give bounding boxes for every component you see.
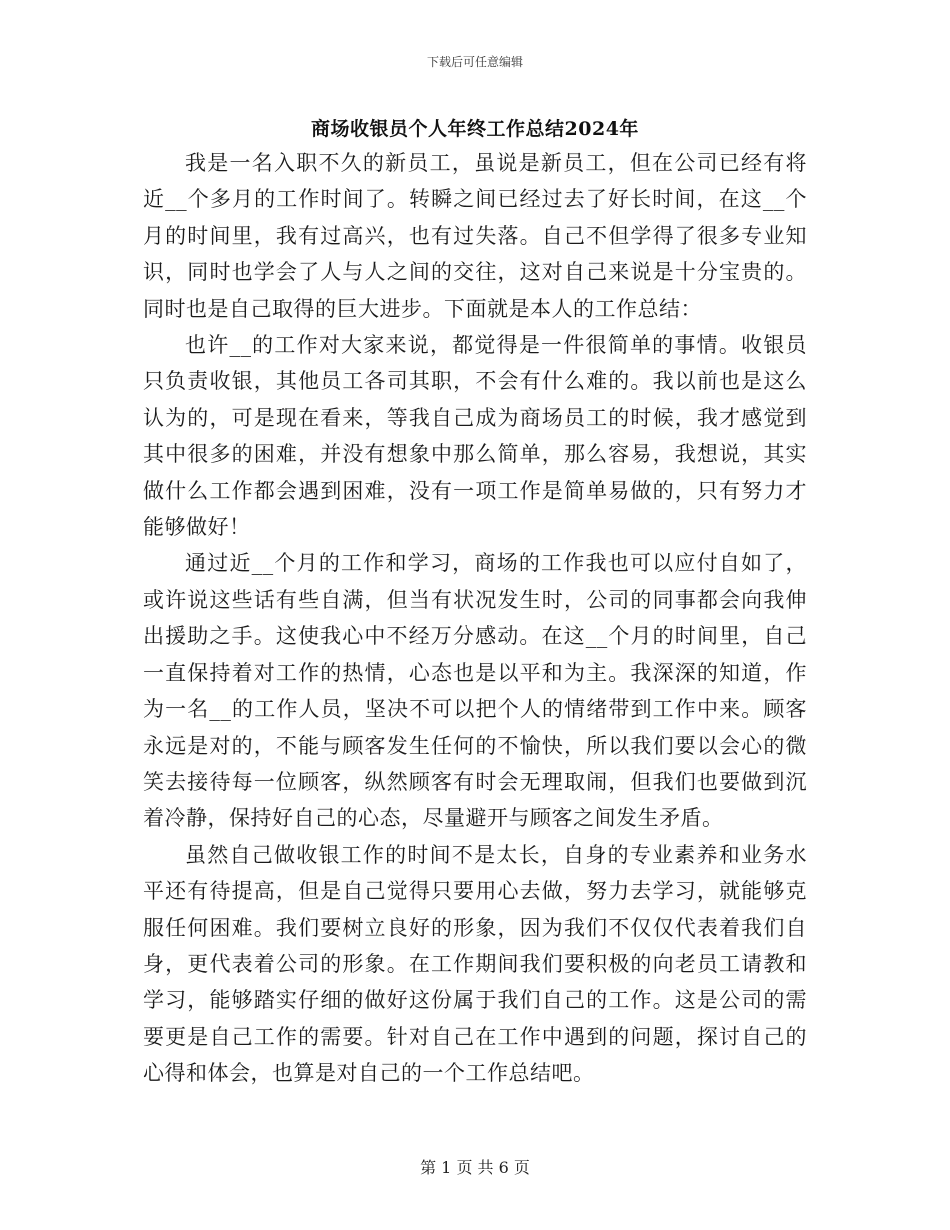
page-indicator: 第 1 页 共 6 页	[420, 1158, 530, 1177]
paragraph: 虽然自己做收银工作的时间不是太长，自身的专业素养和业务水平还有待提高，但是自己觉得只要用心去做，努力去学习，就能够克服任何困难。我们要树立良好的形象，因为我们不仅仅代表着我们自身，更代表着公司的形象。在工作期间我们要积极的向老员工请教和学习，能够踏实仔细的做好这份属于我们自己的工作。这是公司的需要更是自己工作的需要。针对自己在工作中遇到的问题，探讨自己的心得和体会，也算是对自己的一个工作总结吧。	[143, 842, 807, 1086]
paragraph: 也许__的工作对大家来说，都觉得是一件很简单的事情。收银员只负责收银，其他员工各司其职，不会有什么难的。我以前也是这么认为的，可是现在看来，等我自己成为商场员工的时候，我才感觉到其中很多的困难，并没有想象中那么简单，那么容易，我想说，其实做什么工作都会遇到困难，没有一项工作是简单易做的，只有努力才能够做好！	[143, 333, 807, 540]
header-note: 下载后可任意编辑	[426, 55, 523, 69]
paragraph: 通过近__个月的工作和学习，商场的工作我也可以应付自如了，或许说这些话有些自满，但当有状况发生时，公司的同事都会向我伸出援助之手。这使我心中不经万分感动。在这__个月的时间里，自己一直保持着对工作的热情，心态也是以平和为主。我深深的知道，作为一名__的工作人员，坚决不可以把个人的情绪带到工作中来。顾客永远是对的，不能与顾客发生任何的不愉快，所以我们要以会心的微笑去接待每一位顾客，纵然顾客有时会无理取闹，但我们也要做到沉着冷静，保持好自己的心态，尽量避开与顾客之间发生矛盾。	[143, 551, 807, 831]
document-body	[143, 145, 807, 1092]
document-title: 商场收银员个人年终工作总结2024年	[311, 118, 639, 140]
paragraph: 我是一名入职不久的新员工，虽说是新员工，但在公司已经有将近__个多月的工作时间了。转瞬之间已经过去了好长时间，在这__个月的时间里，我有过高兴，也有过失落。自己不但学得了很多专业知识，同时也学会了人与人之间的交往，这对自己来说是十分宝贵的。同时也是自己取得的巨大进步。下面就是本人的工作总结：	[143, 151, 807, 321]
